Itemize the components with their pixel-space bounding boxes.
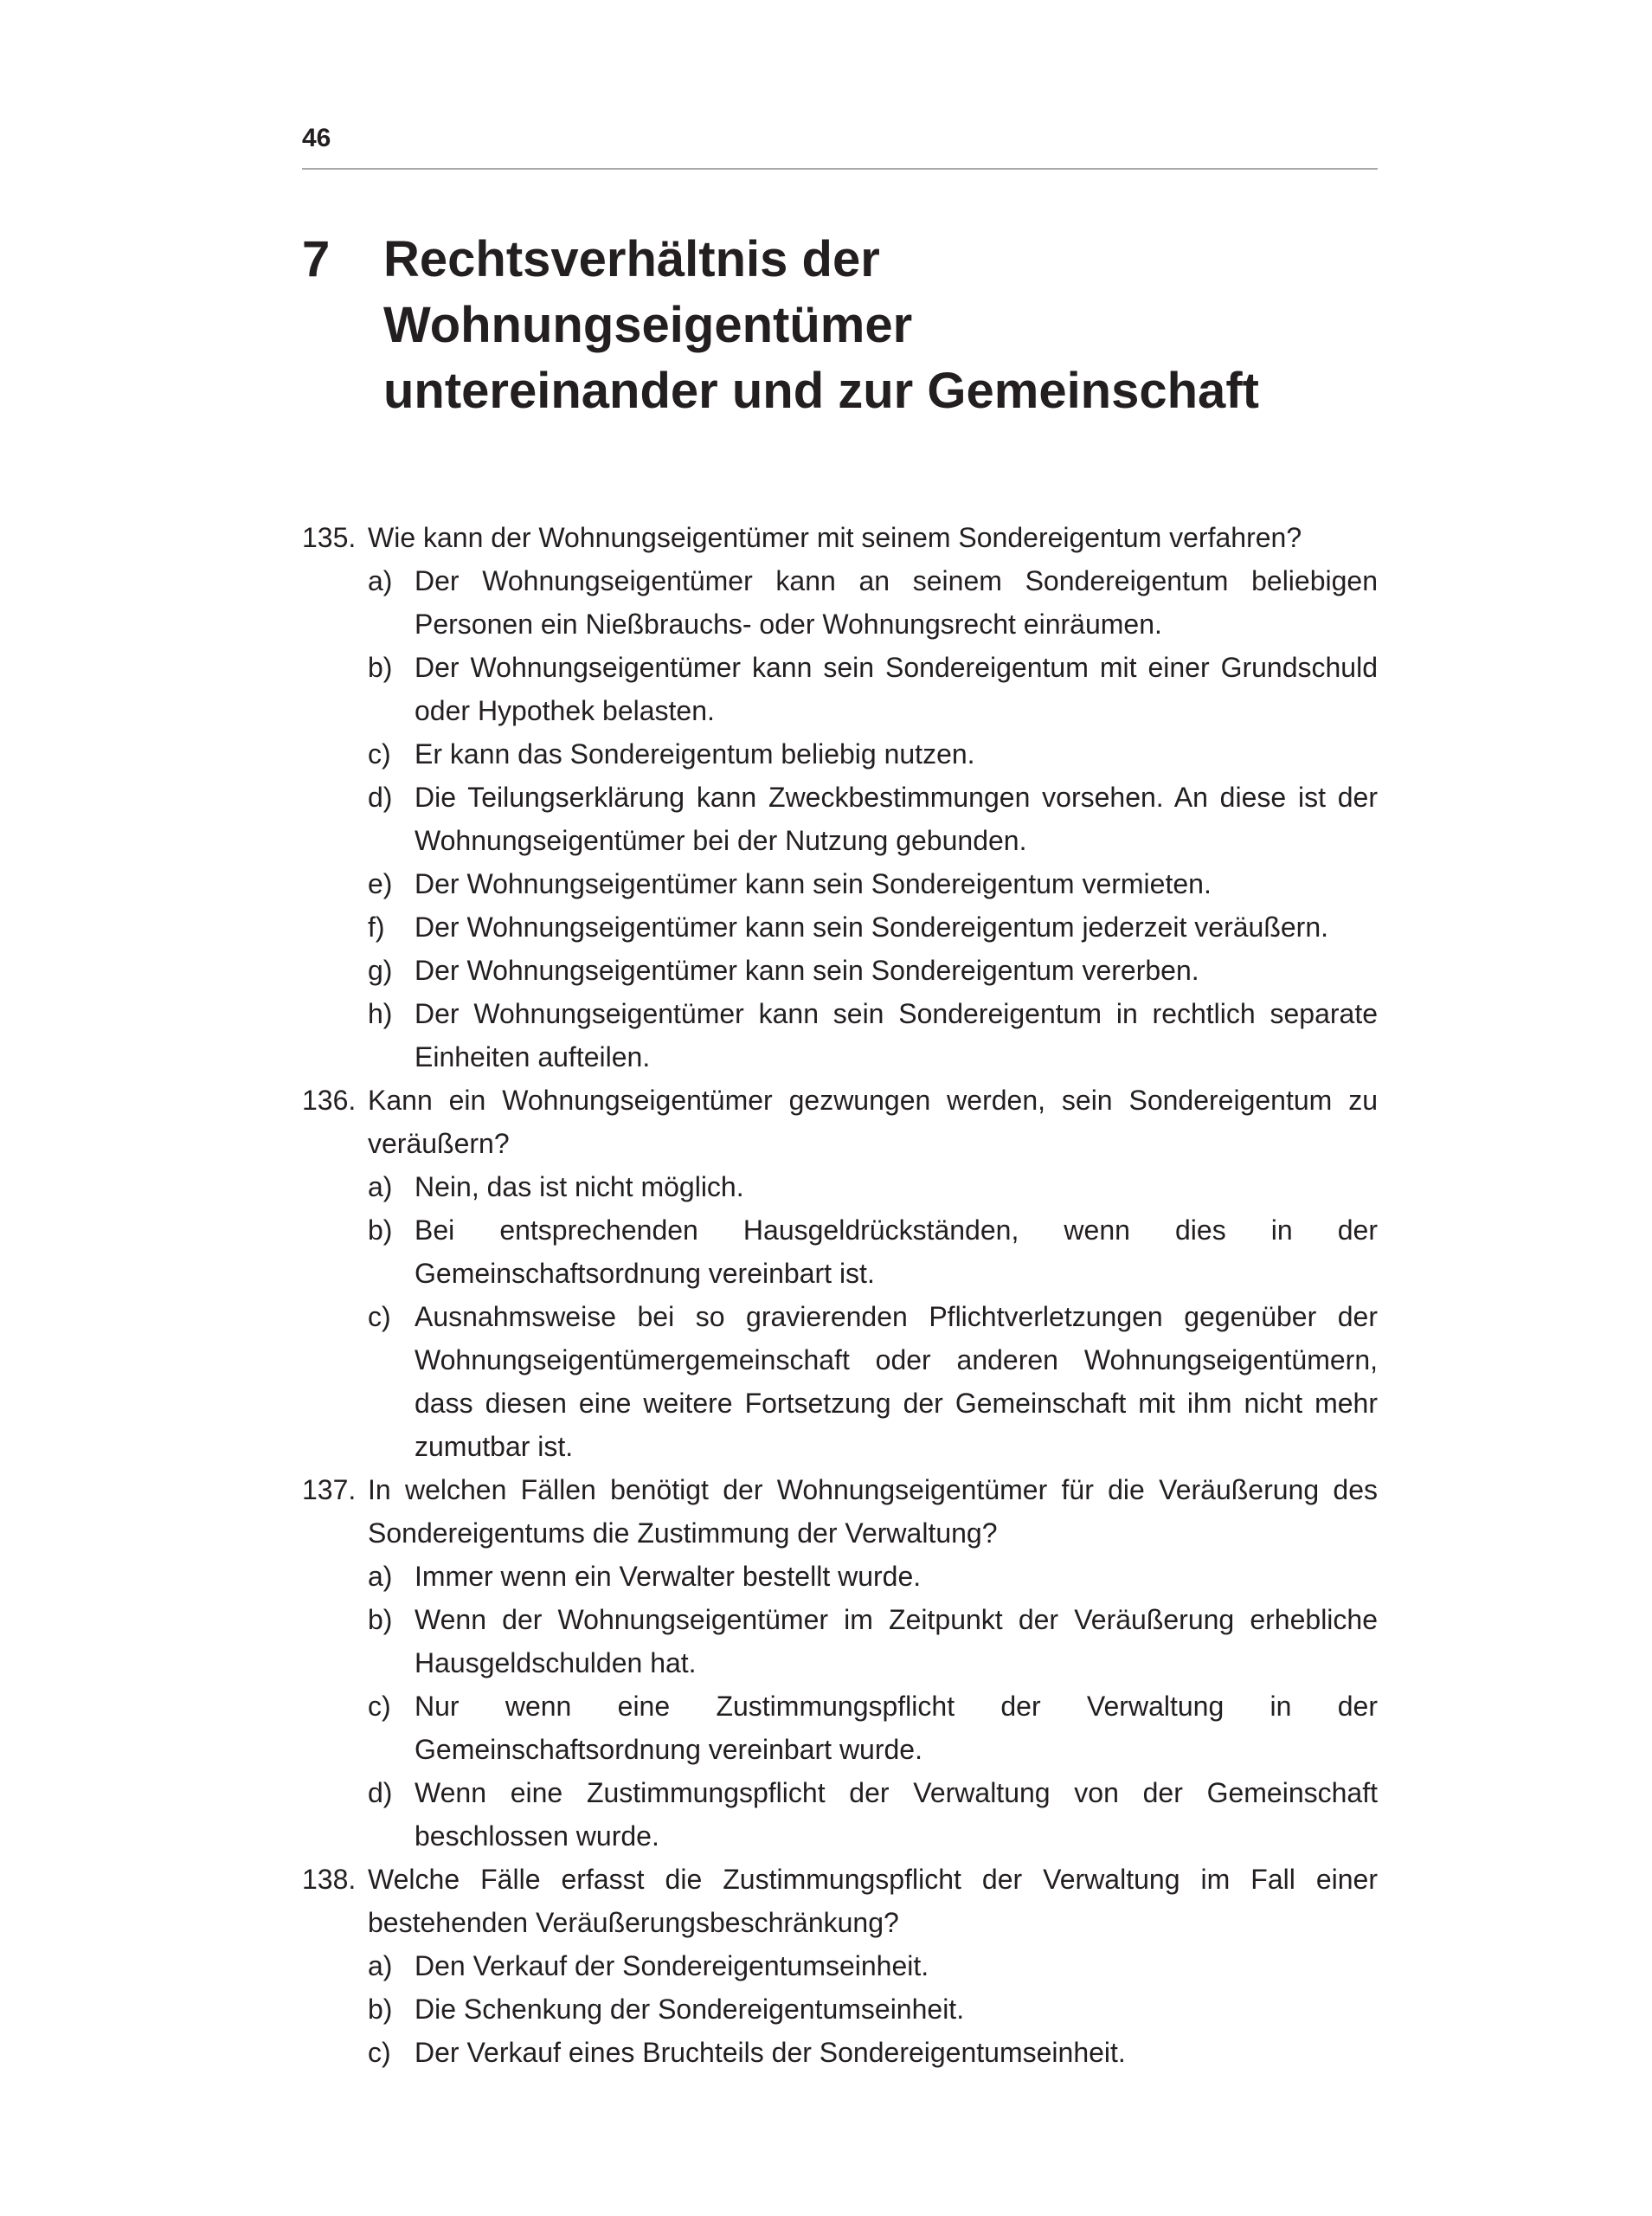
answer-option	[368, 1598, 1378, 1685]
answer-text: Der Wohnungseigentümer kann sein Sondereigentum mit einer Grundschuld oder Hypothek belasten.	[415, 652, 1378, 726]
answer-list	[368, 559, 1378, 1079]
page-number: 46	[302, 124, 331, 152]
answer-label: a)	[368, 565, 393, 596]
answer-text: Ausnahmsweise bei so gravierenden Pflichtverletzungen gegenüber der Wohnungseigentümergemeinschaft oder anderen Wohnungseigentümern, dass diesen eine weitere Fortsetzung der Gemeinschaft mit ihm nicht mehr zumutbar ist.	[415, 1301, 1378, 1462]
answer-text: Immer wenn ein Verwalter bestellt wurde.	[415, 1561, 922, 1592]
answer-option	[368, 776, 1378, 862]
answer-label: b)	[368, 1604, 393, 1635]
chapter-title	[383, 227, 1378, 424]
answer-text: Der Wohnungseigentümer kann sein Sondereigentum vermieten.	[415, 868, 1212, 899]
answer-text: Die Teilungserklärung kann Zweckbestimmungen vorsehen. An diese ist der Wohnungseigentümer bei der Nutzung gebunden.	[415, 782, 1378, 856]
answer-label: c)	[368, 1301, 391, 1332]
question-text: Wie kann der Wohnungseigentümer mit seinem Sondereigentum verfahren?	[368, 522, 1302, 553]
answer-text: Der Verkauf eines Bruchteils der Sondereigentumseinheit.	[415, 2037, 1126, 2068]
question-row	[302, 516, 1378, 559]
chapter-title-line-2: untereinander und zur Gemeinschaft	[383, 363, 1259, 419]
answer-text: Er kann das Sondereigentum beliebig nutzen.	[415, 738, 975, 770]
answer-label: c)	[368, 2037, 391, 2068]
question-number: 138.	[302, 1864, 357, 1895]
page	[302, 121, 1378, 2074]
header-rule	[302, 168, 1378, 170]
question-text: Welche Fälle erfasst die Zustimmungspflicht der Verwaltung im Fall einer bestehenden Veräußerungsbeschränkung?	[368, 1864, 1378, 1938]
answer-label: d)	[368, 1777, 393, 1808]
answer-option	[368, 992, 1378, 1079]
question-row	[302, 1858, 1378, 1944]
answer-label: d)	[368, 782, 393, 813]
answer-label: b)	[368, 1214, 393, 1246]
answer-option	[368, 1555, 1378, 1598]
answer-option	[368, 646, 1378, 732]
question-number: 137.	[302, 1474, 357, 1505]
answer-text: Bei entsprechenden Hausgeldrückständen, wenn dies in der Gemeinschaftsordnung vereinbart ist.	[415, 1214, 1378, 1289]
answer-text: Der Wohnungseigentümer kann sein Sondereigentum vererben.	[415, 955, 1199, 986]
answer-option	[368, 905, 1378, 949]
answer-option	[368, 1944, 1378, 1987]
chapter-number: 7	[302, 231, 331, 287]
question-list	[302, 516, 1378, 2074]
answer-label: a)	[368, 1561, 393, 1592]
answer-option	[368, 1165, 1378, 1208]
question-item	[302, 516, 1378, 1079]
question-number: 135.	[302, 522, 357, 553]
chapter-heading	[302, 227, 1378, 424]
answer-option	[368, 1771, 1378, 1858]
answer-label: e)	[368, 868, 393, 899]
question-item	[302, 1079, 1378, 1468]
answer-option	[368, 949, 1378, 992]
answer-text: Wenn eine Zustimmungspflicht der Verwaltung von der Gemeinschaft beschlossen wurde.	[415, 1777, 1378, 1852]
answer-label: b)	[368, 652, 393, 683]
answer-list	[368, 1555, 1378, 1858]
answer-option	[368, 1987, 1378, 2031]
answer-label: c)	[368, 738, 391, 770]
answer-option	[368, 1208, 1378, 1295]
answer-text: Der Wohnungseigentümer kann sein Sondereigentum jederzeit veräußern.	[415, 912, 1329, 943]
answer-label: a)	[368, 1171, 393, 1202]
question-item	[302, 1468, 1378, 1858]
answer-option	[368, 862, 1378, 905]
answer-label: h)	[368, 998, 393, 1029]
answer-option	[368, 732, 1378, 776]
answer-list	[368, 1165, 1378, 1468]
answer-option	[368, 559, 1378, 646]
question-item	[302, 1858, 1378, 2074]
answer-label: b)	[368, 1994, 393, 2025]
answer-label: c)	[368, 1691, 391, 1722]
question-row	[302, 1079, 1378, 1165]
answer-text: Nein, das ist nicht möglich.	[415, 1171, 744, 1202]
answer-option	[368, 1295, 1378, 1468]
answer-label: g)	[368, 955, 393, 986]
answer-label: a)	[368, 1950, 393, 1981]
answer-text: Wenn der Wohnungseigentümer im Zeitpunkt der Veräußerung erhebliche Hausgeldschulden hat.	[415, 1604, 1378, 1678]
answer-option	[368, 2031, 1378, 2074]
answer-text: Nur wenn eine Zustimmungspflicht der Verwaltung in der Gemeinschaftsordnung vereinbart wurde.	[415, 1691, 1378, 1765]
question-number: 136.	[302, 1085, 357, 1116]
answer-label: f)	[368, 912, 385, 943]
answer-list	[368, 1944, 1378, 2074]
answer-text: Den Verkauf der Sondereigentumseinheit.	[415, 1950, 929, 1981]
answer-text: Der Wohnungseigentümer kann an seinem Sondereigentum beliebigen Personen ein Nießbrauchs- oder Wohnungsrecht einräumen.	[415, 565, 1378, 640]
answer-text: Die Schenkung der Sondereigentumseinheit.	[415, 1994, 965, 2025]
answer-text: Der Wohnungseigentümer kann sein Sondereigentum in rechtlich separate Einheiten aufteilen.	[415, 998, 1378, 1073]
chapter-title-line-1: Rechtsverhältnis der Wohnungseigentümer	[383, 231, 913, 353]
question-row	[302, 1468, 1378, 1555]
question-text: Kann ein Wohnungseigentümer gezwungen werden, sein Sondereigentum zu veräußern?	[368, 1085, 1378, 1159]
question-text: In welchen Fällen benötigt der Wohnungseigentümer für die Veräußerung des Sondereigentums die Zustimmung der Verwaltung?	[368, 1474, 1378, 1549]
answer-option	[368, 1685, 1378, 1771]
